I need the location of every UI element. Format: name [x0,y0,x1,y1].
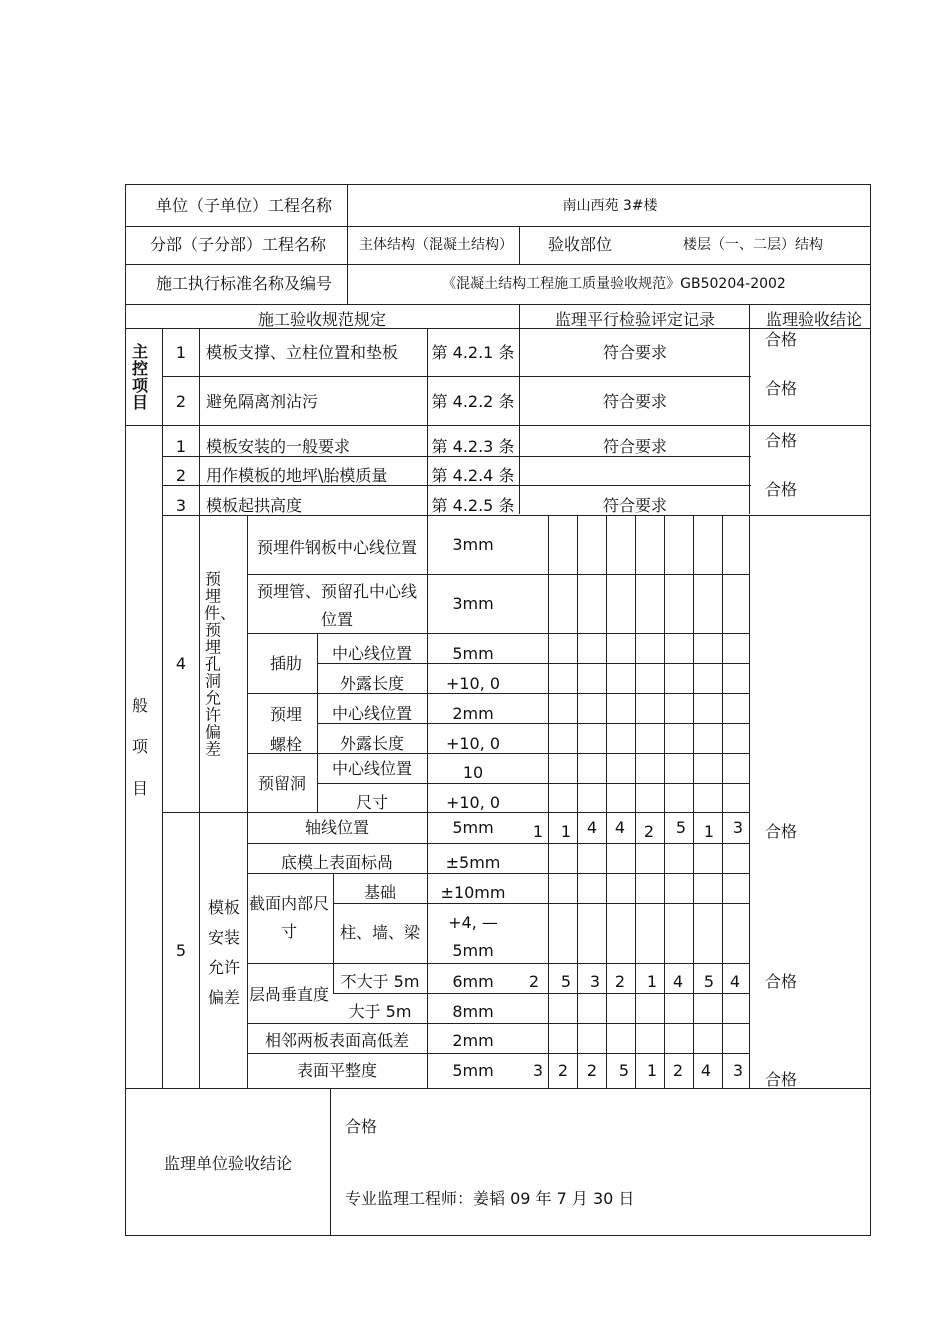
measurement-cell: 5 [675,818,687,837]
item-4-no: 4 [175,654,187,673]
measurement-cell: 1 [703,822,715,841]
measurement-cell: 2 [643,822,655,841]
embedded-row-2-name: 预埋管、预留孔中心线位置 [256,582,417,629]
measurement-cell: 5 [618,1061,630,1080]
main-item-1-no: 1 [175,343,187,362]
measurement-cell: 1 [532,822,544,841]
footer-result: 合格 [345,1117,378,1136]
formwork-row-6-tolerance: 8mm [452,1002,494,1021]
general-section-char-2: 项 [131,737,149,756]
general-item-3-record: 符合要求 [602,496,668,515]
formwork-row-5-group: 层咼垂直度 [249,985,330,1004]
column-header-record: 监理平行检验评定记录 [554,310,716,329]
measurement-cell: 4 [614,818,626,837]
measurement-cell: 3 [732,1061,744,1080]
embedded-row-5-tolerance: 2mm [452,704,494,723]
formwork-row-5-tolerance: 6mm [452,972,494,991]
general-conclusion-1: 合格 [765,431,798,450]
embedded-row-7-group: 预留洞 [257,774,307,793]
measurement-cell: 2 [672,1061,684,1080]
footer-label: 监理单位验收结论 [163,1154,293,1173]
embedded-row-4-tolerance: +10, 0 [445,674,501,693]
formwork-row-1-tolerance: 5mm [452,818,494,837]
formwork-conclusion-2: 合格 [765,972,798,991]
location-value: 楼层（一、二层）结构 [683,237,823,253]
general-item-1-record: 符合要求 [602,437,668,456]
division-name-label: 分部（子分部）工程名称 [149,235,327,254]
embedded-row-1-tolerance: 3mm [452,535,494,554]
embedded-row-7-sub: 中心线位置 [331,759,413,778]
formwork-row-2-tolerance: ±5mm [445,853,501,872]
measurement-cell: 4 [586,818,598,837]
embedded-row-4-sub: 外露长度 [339,674,405,693]
embedded-row-3-sub: 中心线位置 [331,644,413,663]
formwork-row-1-name: 轴线位置 [304,818,370,837]
formwork-conclusion-1: 合格 [765,822,798,841]
main-item-2-name: 避免隔离剂沾污 [206,392,319,411]
measurement-cell: 1 [560,822,572,841]
formwork-conclusion-3: 合格 [765,1070,798,1089]
embedded-row-5-sub: 中心线位置 [331,704,413,723]
column-header-conclusion: 监理验收结论 [765,310,863,329]
item-4-group-label: 预埋件、预埋孔洞允许偏差 [204,569,237,759]
location-label: 验收部位 [547,235,613,254]
measurement-cell: 2 [528,972,540,991]
footer-signature: 专业监理工程师：姜韬 09 年 7 月 30 日 [345,1189,635,1208]
embedded-row-3-group: 插肋 [269,654,303,673]
main-item-1-clause: 第 4.2.1 条 [431,343,515,362]
standard-value: 《混凝土结构工程施工质量验收规范》GB50204-2002 [442,276,786,292]
measurement-cell: 3 [732,818,744,837]
measurement-cell: 5 [560,972,572,991]
measurement-cell: 1 [646,972,658,991]
main-item-2-clause: 第 4.2.2 条 [431,392,515,411]
general-item-3-clause: 第 4.2.5 条 [431,496,515,515]
main-control-section-label: 主控项目 [131,342,148,412]
embedded-row-8-sub: 尺寸 [355,793,389,812]
embedded-row-3-tolerance: 5mm [452,644,494,663]
unit-name-value: 南山西苑 3#楼 [562,198,658,214]
measurement-cell: 2 [586,1061,598,1080]
measurement-cell: 2 [557,1061,569,1080]
measurement-cell: 5 [703,972,715,991]
embedded-row-6-sub: 外露长度 [339,734,405,753]
formwork-row-8-tolerance: 5mm [452,1061,494,1080]
formwork-row-7-name: 相邻两板表面高低差 [264,1031,410,1050]
main-conclusion-1: 合格 [765,330,798,349]
general-conclusion-2: 合格 [765,480,798,499]
item-5-no: 5 [175,941,187,960]
general-item-3-no: 3 [175,496,187,515]
formwork-row-3-group: 截面内部尺寸 [249,894,330,941]
general-item-1-no: 1 [175,437,187,456]
formwork-row-2-name: 底模上表面标咼 [280,853,394,872]
formwork-row-4-tolerance: +4, —5mm [448,913,498,960]
formwork-row-4-sub: 柱、墙、梁 [339,923,421,942]
measurement-cell: 3 [589,972,601,991]
measurement-cell: 1 [646,1061,658,1080]
measurement-cell: 4 [729,972,741,991]
formwork-row-3-tolerance: ±10mm [440,883,506,902]
main-conclusion-2: 合格 [765,379,798,398]
measurement-cell: 2 [614,972,626,991]
main-item-1-record: 符合要求 [602,343,668,362]
main-item-1-name: 模板支撑、立柱位置和垫板 [206,343,399,362]
measurement-cell: 4 [672,972,684,991]
formwork-row-8-name: 表面平整度 [296,1061,378,1080]
formwork-row-5-sub: 不大于 5m [340,972,420,991]
embedded-row-6-tolerance: +10, 0 [445,734,501,753]
column-header-spec: 施工验收规范规定 [257,310,387,329]
embedded-row-7-tolerance: 10 [462,763,484,782]
general-item-2-clause: 第 4.2.4 条 [431,466,515,485]
item-5-group-label: 模板安装允许偏差 [207,898,240,1007]
embedded-row-5-group: 预埋螺栓 [269,705,302,754]
embedded-row-8-tolerance: +10, 0 [445,793,501,812]
main-item-2-no: 2 [175,392,187,411]
embedded-row-1-name: 预埋件钢板中心线位置 [256,538,417,557]
formwork-row-6-sub: 大于 5m [348,1002,412,1021]
formwork-row-3-sub: 基础 [363,883,397,902]
standard-label: 施工执行标准名称及编号 [155,274,333,293]
measurement-cell: 3 [532,1061,544,1080]
general-item-3-name: 模板起拱高度 [206,496,303,515]
unit-name-label: 单位（子单位）工程名称 [155,196,333,215]
general-section-char-1: 般 [131,696,149,715]
main-item-2-record: 符合要求 [602,392,668,411]
general-item-1-clause: 第 4.2.3 条 [431,437,515,456]
division-name-value: 主体结构（混凝土结构） [359,237,513,253]
general-item-2-no: 2 [175,466,187,485]
general-item-2-name: 用作模板的地坪\胎模质量 [206,466,388,485]
formwork-row-7-tolerance: 2mm [452,1031,494,1050]
embedded-row-2-tolerance: 3mm [452,594,494,613]
measurement-cell: 4 [700,1061,712,1080]
general-section-char-3: 目 [131,779,149,798]
general-item-1-name: 模板安装的一般要求 [206,437,351,456]
